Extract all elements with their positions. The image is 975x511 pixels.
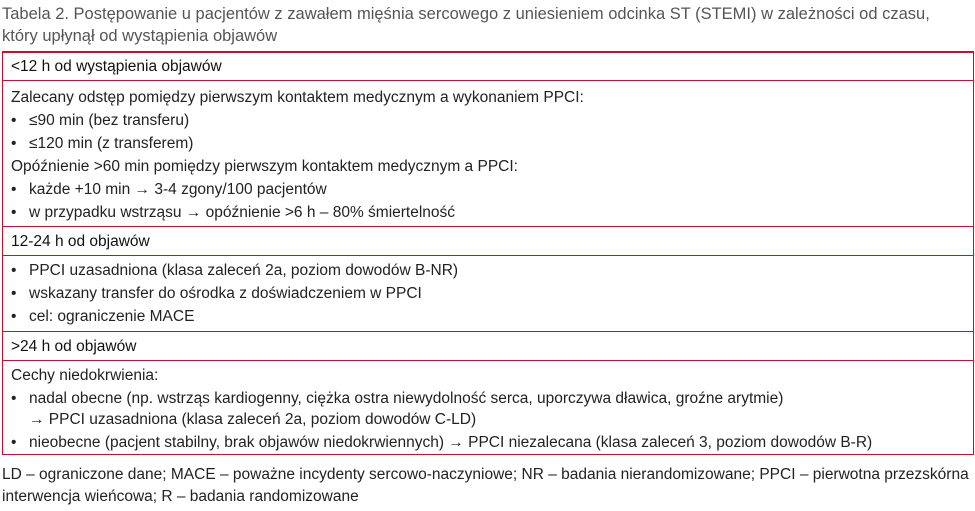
table-caption: Tabela 2. Postępowanie u pacjentów z zawałem mięśnia sercowego z uniesieniem odcinka ST (STEMI) w zależności od czasu, który upłynął od wystąpienia objawów (2, 5, 930, 45)
section-body (3, 256, 973, 332)
list-item-continuation: → PPCI uzasadniona (klasa zaleceń 2a, poziom dowodów C-LD) (29, 411, 477, 428)
list-item: • każde +10 min → 3-4 zgony/100 pacjentów (29, 181, 327, 199)
section-header-row (3, 53, 973, 81)
section-header: <12 h od wystąpienia objawów (11, 58, 222, 75)
list-item: • wskazany transfer do ośrodka z doświadczeniem w PPCI (29, 285, 422, 303)
stemi-table (2, 51, 974, 455)
list-item: • ≤90 min (bez transferu) (29, 112, 189, 130)
list-item: • nieobecne (pacjent stabilny, brak objawów niedokrwiennych) → PPCI niezalecana (klasa zaleceń 3, poziom dowodów B-R) (29, 434, 872, 452)
section-line: Zalecany odstęp pomiędzy pierwszym kontaktem medycznym a wykonaniem PPCI: (11, 89, 584, 106)
list-item: • ≤120 min (z transferem) (29, 135, 193, 153)
section-header-row (3, 227, 973, 256)
list-item: • nadal obecne (np. wstrząs kardiogenny, ciężka ostra niewydolność serca, uporczywa dławica, groźne arytmie) (29, 390, 783, 408)
list-item: • cel: ograniczenie MACE (29, 308, 194, 326)
list-item: • PPCI uzasadniona (klasa zaleceń 2a, poziom dowodów B-NR) (29, 262, 458, 280)
section-header: >24 h od objawów (11, 338, 137, 355)
list-item: • w przypadku wstrząsu → opóźnienie >6 h – 80% śmiertelność (29, 204, 455, 222)
section-body (3, 361, 973, 455)
section-header: 12-24 h od objawów (11, 233, 150, 250)
section-line: Cechy niedokrwienia: (11, 367, 159, 384)
section-body (3, 81, 973, 227)
section-line: Opóźnienie >60 min pomiędzy pierwszym kontaktem medycznym a PPCI: (11, 158, 518, 175)
section-header-row (3, 332, 973, 361)
table-footnote: LD – ograniczone dane; MACE – poważne incydenty sercowo-naczyniowe; NR – badania nierandomizowane; PPCI – pierwotna przezskórna interwencja wieńcowa; R – badania randomizowane (2, 466, 969, 505)
